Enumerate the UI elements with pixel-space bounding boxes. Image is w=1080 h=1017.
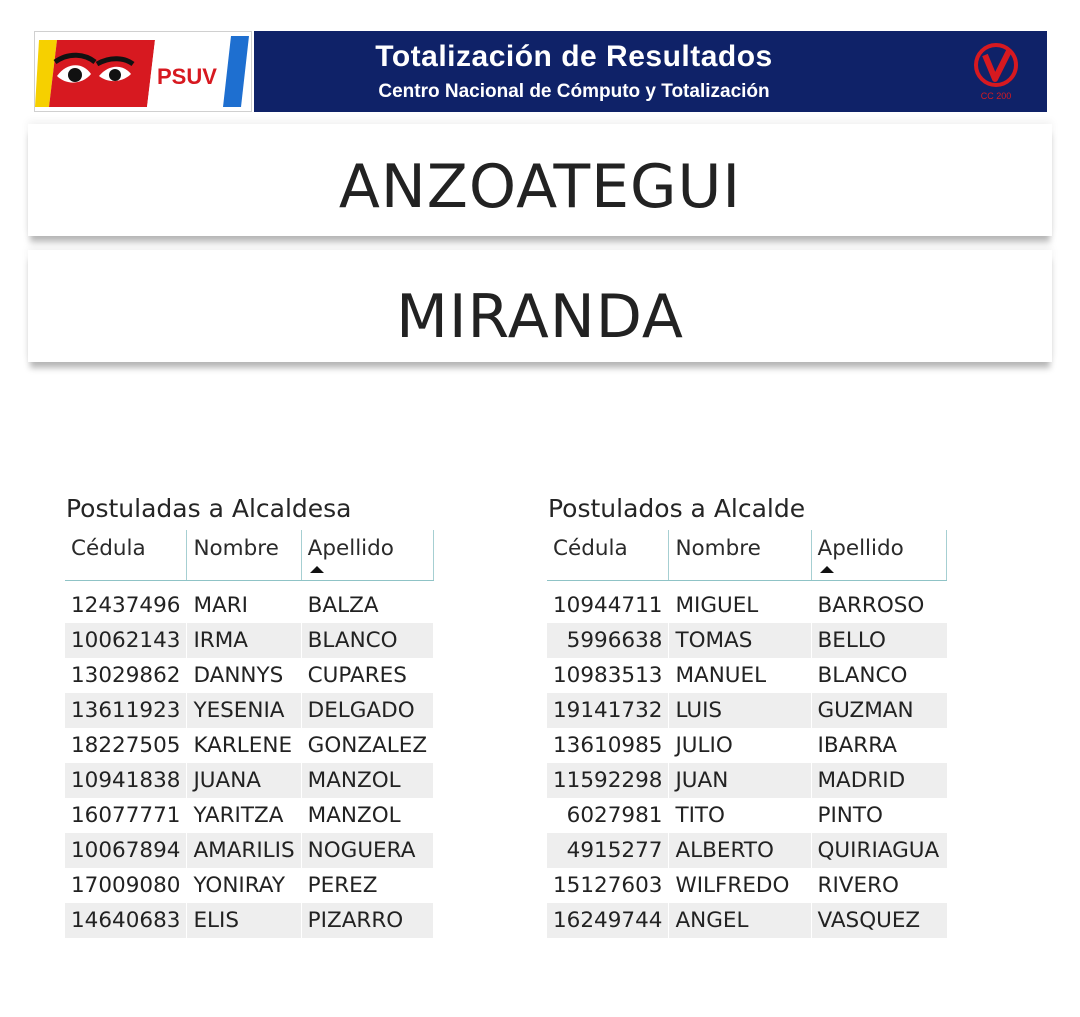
table-row[interactable] <box>65 868 433 903</box>
banner-subtitle: Centro Nacional de Cómputo y Totalización <box>378 81 770 102</box>
cell-apellido: IBARRA <box>811 728 947 763</box>
cell-nombre: JUAN <box>669 763 811 798</box>
table-row[interactable] <box>547 693 947 728</box>
cell-cedula: 4915277 <box>547 833 669 868</box>
cell-apellido: NOGUERA <box>301 833 433 868</box>
cell-cedula: 15127603 <box>553 872 663 898</box>
cc-logo-text: CC 200 <box>980 91 1012 101</box>
table-row[interactable] <box>547 833 947 868</box>
municipality-name: MIRANDA <box>28 250 1052 362</box>
cell-nombre: TOMAS <box>669 623 811 658</box>
cell-apellido: MANZOL <box>301 763 433 798</box>
table-row[interactable] <box>547 728 947 763</box>
cell-apellido: CUPARES <box>301 658 433 693</box>
cell-nombre: YESENIA <box>187 693 301 728</box>
table-row[interactable] <box>547 763 947 798</box>
cell-apellido: BARROSO <box>811 588 947 623</box>
column-header-cedula[interactable]: Cédula <box>547 530 669 580</box>
cell-nombre: JULIO <box>669 728 811 763</box>
women-candidates-table <box>65 530 434 938</box>
cell-apellido: GUZMAN <box>811 693 947 728</box>
cell-apellido: QUIRIAGUA <box>811 833 947 868</box>
title-box <box>254 31 1047 112</box>
cell-nombre: JUANA <box>187 763 301 798</box>
cell-cedula: 12437496 <box>71 592 181 618</box>
cell-apellido: GONZALEZ <box>301 728 433 763</box>
header-banner <box>34 31 1047 112</box>
column-header-apellido-label: Apellido <box>817 536 904 561</box>
banner-title: Totalización de Resultados <box>375 40 773 73</box>
cell-nombre: LUIS <box>669 693 811 728</box>
cell-cedula: 6027981 <box>566 802 663 828</box>
cell-cedula: 10067894 <box>65 833 187 868</box>
table-row[interactable] <box>547 588 947 623</box>
cell-apellido: DELGADO <box>301 693 433 728</box>
cell-apellido: VASQUEZ <box>811 903 947 938</box>
table-row[interactable] <box>65 903 433 938</box>
cell-apellido: BLANCO <box>301 623 433 658</box>
women-table-title: Postuladas a Alcaldesa <box>66 494 352 523</box>
cell-cedula: 16249744 <box>547 903 669 938</box>
column-header-cedula[interactable]: Cédula <box>65 530 187 580</box>
men-table-title: Postulados a Alcalde <box>548 494 806 523</box>
cell-cedula: 10983513 <box>553 662 663 688</box>
cell-cedula: 14640683 <box>65 903 187 938</box>
cell-cedula: 13610985 <box>553 732 663 758</box>
table-row[interactable] <box>547 798 947 833</box>
sort-ascending-icon <box>820 566 834 573</box>
column-header-apellido[interactable] <box>301 530 433 580</box>
cell-cedula: 5996638 <box>547 623 669 658</box>
cell-apellido: PIZARRO <box>301 903 433 938</box>
cell-cedula: 11592298 <box>547 763 669 798</box>
cell-nombre: YONIRAY <box>187 868 301 903</box>
column-header-apellido[interactable] <box>811 530 947 580</box>
men-candidates-table <box>547 530 947 938</box>
table-row[interactable] <box>65 658 433 693</box>
cell-nombre: MIGUEL <box>669 588 811 623</box>
cell-apellido: PINTO <box>811 798 947 833</box>
men-candidates-panel <box>547 493 947 938</box>
table-row[interactable] <box>65 693 433 728</box>
table-row[interactable] <box>547 623 947 658</box>
table-row[interactable] <box>65 763 433 798</box>
cell-nombre: IRMA <box>187 623 301 658</box>
women-candidates-panel <box>65 493 428 938</box>
table-row[interactable] <box>547 658 947 693</box>
cell-apellido: MADRID <box>811 763 947 798</box>
cell-nombre: YARITZA <box>187 798 301 833</box>
cell-cedula: 13029862 <box>71 662 181 688</box>
cell-nombre: ELIS <box>187 903 301 938</box>
cell-apellido: RIVERO <box>811 868 947 903</box>
header-gap <box>65 580 433 588</box>
cell-apellido: BLANCO <box>811 658 947 693</box>
table-row[interactable] <box>547 868 947 903</box>
table-row[interactable] <box>65 728 433 763</box>
cell-cedula: 16077771 <box>71 802 181 828</box>
cell-nombre: MANUEL <box>669 658 811 693</box>
table-row[interactable] <box>65 798 433 833</box>
cell-cedula: 10062143 <box>65 623 187 658</box>
cell-nombre: WILFREDO <box>669 868 811 903</box>
cell-apellido: BELLO <box>811 623 947 658</box>
sort-ascending-icon <box>310 566 324 573</box>
state-name: ANZOATEGUI <box>28 124 1052 236</box>
table-row[interactable] <box>65 833 433 868</box>
cell-nombre: ANGEL <box>669 903 811 938</box>
cell-cedula: 10944711 <box>553 592 663 618</box>
cell-nombre: KARLENE <box>187 728 301 763</box>
cell-nombre: AMARILIS <box>187 833 301 868</box>
cell-nombre: MARI <box>187 588 301 623</box>
cell-nombre: DANNYS <box>187 658 301 693</box>
cell-cedula: 19141732 <box>547 693 669 728</box>
cell-apellido: PEREZ <box>301 868 433 903</box>
cell-apellido: MANZOL <box>301 798 433 833</box>
cc-logo <box>971 41 1021 103</box>
header-gap <box>547 580 947 588</box>
table-row[interactable] <box>65 588 433 623</box>
cell-cedula: 18227505 <box>71 732 181 758</box>
cell-nombre: ALBERTO <box>669 833 811 868</box>
cell-nombre: TITO <box>669 798 811 833</box>
psuv-logo <box>34 31 252 112</box>
psuv-logo-text: PSUV <box>157 64 217 89</box>
cell-cedula: 13611923 <box>65 693 187 728</box>
cell-apellido: BALZA <box>301 588 433 623</box>
cell-cedula: 17009080 <box>71 872 181 898</box>
table-row[interactable] <box>65 623 433 658</box>
column-header-apellido-label: Apellido <box>307 536 394 561</box>
table-row[interactable] <box>547 903 947 938</box>
column-header-nombre[interactable]: Nombre <box>187 530 301 580</box>
cell-cedula: 10941838 <box>65 763 187 798</box>
column-header-nombre[interactable]: Nombre <box>669 530 811 580</box>
